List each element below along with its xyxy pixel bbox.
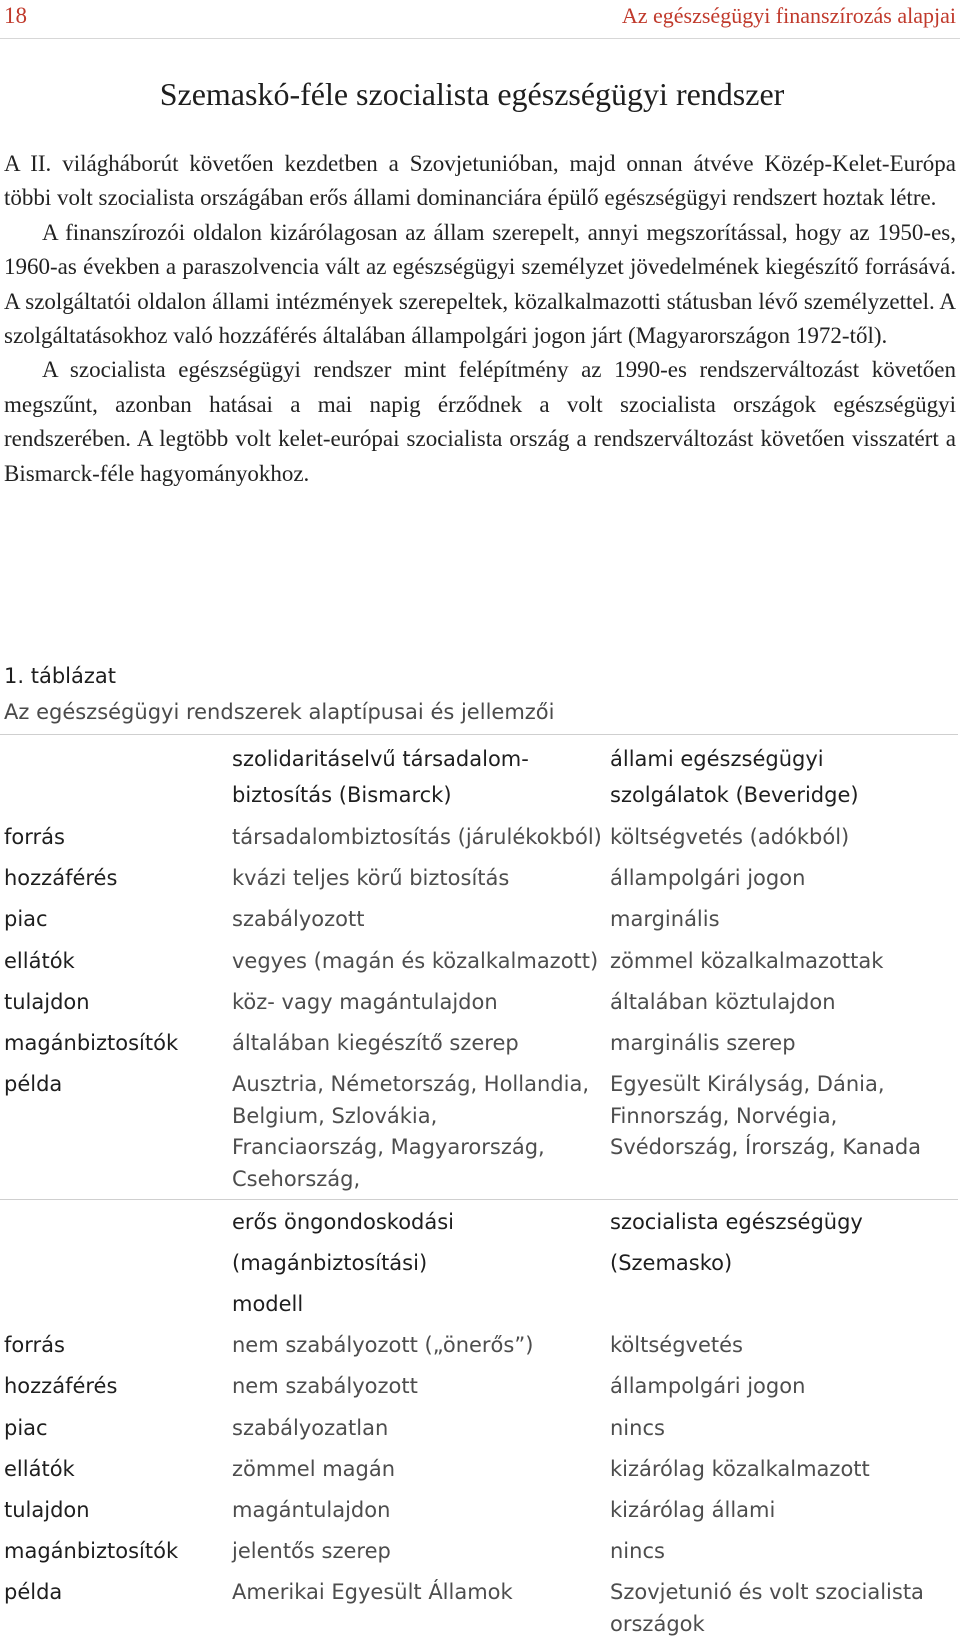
page-number: 18 <box>4 3 27 28</box>
table-row <box>0 817 958 858</box>
column-header-beveridge: állami egészségügyi szolgálatok (Beveridge) <box>610 747 859 807</box>
cell: marginális <box>610 907 720 932</box>
table-caption: Az egészségügyi rendszerek alaptípusai és jellemzői <box>4 700 555 724</box>
table-row <box>0 1366 958 1407</box>
row-label: hozzáférés <box>4 866 118 891</box>
cell: állampolgári jogon <box>610 866 806 891</box>
cell: társadalombiztosítás (járulékokból) <box>232 825 602 849</box>
table-row <box>0 1490 958 1531</box>
row-label: piac <box>4 1415 48 1440</box>
cell: kvázi teljes körű biztosítás <box>232 866 510 891</box>
table-row <box>0 1572 958 1640</box>
cell: marginális szerep <box>610 1031 796 1056</box>
body-text <box>4 147 956 491</box>
row-label: magánbiztosítók <box>4 1031 179 1056</box>
cell: vegyes (magán és közalkalmazott) <box>232 948 599 973</box>
table-row <box>0 1531 958 1572</box>
cell: zömmel magán <box>232 1456 396 1481</box>
paragraph: A finanszírozói oldalon kizárólagosan az állam szerepelt, annyi megszorítással, hogy az 1950-es, 1960-as években a paraszolvencia vált az egészségügyi személyzet jövedelmének kiegészítő forrásává. A szolgáltatói oldalon állami intézmények szerepeltek, közalkalmazotti státusban lévő személyzettel. A szolgáltatásokhoz való hozzáférés általában állampolgári jogon járt (Magyarországon 1972-től). <box>4 219 956 349</box>
column-header-bismarck: szolidaritáselvű társadalom-biztosítás (Bismarck) <box>232 747 529 807</box>
table-row <box>0 858 958 899</box>
cell: nem szabályozott („önerős”) <box>232 1333 534 1358</box>
row-label: példa <box>4 1580 63 1605</box>
table-header-row <box>0 1200 958 1325</box>
cell: jelentős szerep <box>232 1539 391 1564</box>
table-row <box>0 899 958 940</box>
cell: Ausztria, Németország, Hollandia, Belgium, Szlovákia, Franciaország, Magyarország, Csehország, <box>232 1072 589 1191</box>
cell: általában köztulajdon <box>610 989 836 1014</box>
paragraph: A II. világháborút követően kezdetben a Szovjetunióban, majd onnan átvéve Közép-Kelet-Európa többi volt szocialista országában erős állami dominanciára épülő egészségügyi rendszert hoztak létre. <box>4 151 956 211</box>
cell: Amerikai Egyesült Államok <box>232 1580 513 1605</box>
table-row <box>0 1064 958 1195</box>
cell: szabályozott <box>232 907 365 932</box>
row-label: forrás <box>4 1333 65 1358</box>
section-title: Szemaskó-féle szocialista egészségügyi rendszer <box>159 76 785 112</box>
cell: nincs <box>610 1539 665 1564</box>
row-label: ellátók <box>4 1456 75 1481</box>
table-row <box>0 1023 958 1064</box>
cell: kizárólag közalkalmazott <box>610 1456 870 1481</box>
cell: állampolgári jogon <box>610 1374 806 1399</box>
column-header-private: erős öngondoskodási (magánbiztosítási) modell <box>232 1210 455 1317</box>
table-row <box>0 1408 958 1449</box>
cell: zömmel közalkalmazottak <box>610 948 884 973</box>
cell: kizárólag állami <box>610 1498 776 1523</box>
page-header <box>0 0 960 39</box>
row-label: tulajdon <box>4 1498 90 1523</box>
row-label: ellátók <box>4 948 75 973</box>
row-label: forrás <box>4 825 65 849</box>
health-systems-table <box>0 734 958 1640</box>
table-corner <box>0 1202 232 1325</box>
table-row <box>0 982 958 1023</box>
row-label: piac <box>4 907 48 932</box>
column-header-semashko: szocialista egészségügy (Szemasko) <box>610 1210 863 1276</box>
cell: Egyesült Királyság, Dánia, Finnország, Norvégia, Svédország, Írország, Kanada <box>610 1072 922 1160</box>
table-row <box>0 1325 958 1366</box>
row-label: hozzáférés <box>4 1374 118 1399</box>
cell: nincs <box>610 1415 665 1440</box>
cell: magántulajdon <box>232 1498 391 1523</box>
paragraph: A szocialista egészségügyi rendszer mint felépítmény az 1990-es rendszerváltozást követően megszűnt, azonban hatásai a mai napig érződnek a volt szocialista országok egészségügyi rendszerében. A legtöbb volt kelet-európai szocialista ország a rendszerváltozást követően visszatért a Bismarck-féle hagyományokhoz. <box>4 357 956 486</box>
cell: általában kiegészítő szerep <box>232 1031 519 1056</box>
table-row <box>0 941 958 982</box>
row-label: tulajdon <box>4 989 90 1014</box>
table-number: 1. táblázat <box>4 664 116 688</box>
cell: költségvetés (adókból) <box>610 825 850 849</box>
cell: köz- vagy magántulajdon <box>232 989 498 1014</box>
row-label: magánbiztosítók <box>4 1539 179 1564</box>
cell: nem szabályozott <box>232 1374 418 1399</box>
table-corner <box>0 741 232 813</box>
cell: költségvetés <box>610 1333 743 1358</box>
table-row <box>0 1449 958 1490</box>
cell: Szovjetunió és volt szocialista országok <box>610 1580 924 1636</box>
cell: szabályozatlan <box>232 1415 389 1440</box>
running-title: Az egészségügyi finanszírozás alapjai <box>621 3 956 28</box>
row-label: példa <box>4 1072 63 1097</box>
table-header-row <box>0 735 958 817</box>
